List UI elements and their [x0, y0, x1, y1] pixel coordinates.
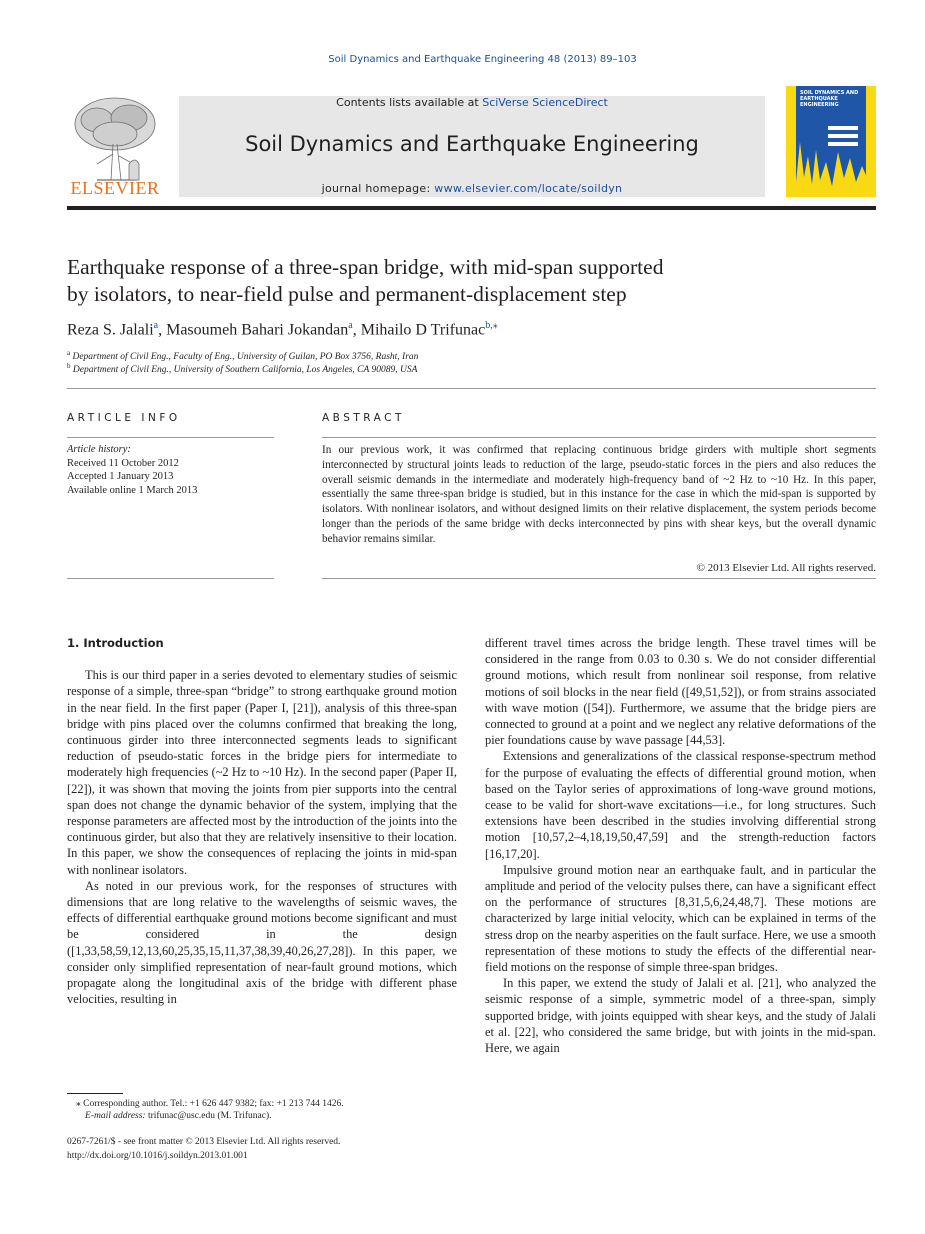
author-affiliation-mark[interactable]: a — [348, 320, 353, 331]
abstract-text: In our previous work, it was confirmed that replacing continuous bridge girders with multiple short segments interconnected by structural joints leads to reduction of the large, pseudo-static forces in the piers and also reduces the overall seismic demands in the intermediate and moderately high-frequency band of ~2 Hz to ~10 Hz. In this paper, essentially the same three-span bridge is studied, but in this instance for the case in which the mid-span is supported by isolators. With nonlinear isolators, and without designed limits on their relative displacement, the system periods become longer than the periods of the same bridge with decks interconnected by pins with shear keys, but the overall dynamic behavior remains similar. — [322, 444, 876, 545]
article-title-line-2: by isolators, to near-field pulse and permanent-displacement step — [67, 282, 627, 306]
journal-reference[interactable]: Soil Dynamics and Earthquake Engineering 48 (2013) 89–103 — [328, 54, 637, 65]
article-history — [67, 443, 277, 497]
paragraph: In this paper, we extend the study of Jalali et al. [21], who analyzed the seismic response of a simple, symmetric model of a three-span, simply supported bridge, with joints equipped with shear keys, and the study of Jalali et al. [22], who considered the same bridge, but with joints in the mid-span. Here, we again — [485, 976, 876, 1056]
doi-link[interactable]: http://dx.doi.org/10.1016/j.soildyn.2013.01.001 — [67, 1151, 248, 1161]
author-affiliation-mark[interactable]: b,⁎ — [485, 320, 498, 331]
article-info-heading: ARTICLE INFO — [67, 412, 181, 424]
abstract-bottom-rule — [322, 578, 876, 579]
publisher-wordmark: ELSEVIER — [70, 178, 160, 198]
paragraph: different travel times across the bridge length. These travel times will be considered in the range from 0.03 to 0.30 s. We do not consider differential ground motions, which result from nonlinear soil response, from relative motions of soil blocks in the near field ([49,51,52]), or from strains associated with wave motion ([54]). Furthermore, we assume that the bridge piers are connected to ground at a point and we neglect any relative deformations of the pier foundations cause by wave passage [44,53]. — [485, 636, 876, 748]
contents-prefix: Contents lists available at — [336, 96, 483, 109]
homepage-link[interactable]: www.elsevier.com/locate/soildyn — [434, 182, 623, 195]
issn-line: 0267-7261/$ - see front matter © 2013 Elsevier Ltd. All rights reserved. — [67, 1137, 341, 1147]
copyright-notice: © 2013 Elsevier Ltd. All rights reserved. — [696, 562, 876, 574]
affiliation-text: Department of Civil Eng., University of Southern California, Los Angeles, CA 90089, USA — [72, 365, 418, 376]
footnote-rule — [67, 1093, 123, 1094]
contents-line — [179, 96, 765, 109]
journal-title: Soil Dynamics and Earthquake Engineering — [245, 132, 699, 156]
author-name: Masoumeh Bahari Jokandan — [166, 321, 349, 339]
email-label: E-mail address: — [85, 1111, 148, 1121]
journal-banner — [179, 96, 765, 197]
author-affiliation-mark[interactable]: a — [153, 320, 159, 331]
received-date: Received 11 October 2012 — [67, 457, 179, 469]
email-note — [85, 1111, 272, 1121]
paragraph: Extensions and generalizations of the classical response-spectrum method for the purpose of evaluating the effects of differential ground motion, when based on the Taylor series of approximations of long-wave ground motions, cease to be valid for short-wave excitations—i.e., for long structures. Such extensions have been described in the studies involving differential strong motion [10,57,2–4,18,19,50,47,59] and the strength-reduction factors [16,17,20]. — [485, 749, 876, 861]
affiliation-mark: b — [67, 362, 71, 370]
author-name: Reza S. Jalali — [67, 321, 154, 339]
affiliation — [67, 349, 767, 362]
article-title-line-1: Earthquake response of a three-span bridge, with mid-span supported — [67, 255, 664, 279]
homepage-prefix: journal homepage: — [321, 182, 435, 195]
affiliation — [67, 362, 767, 375]
paragraph: This is our third paper in a series devoted to elementary studies of seismic response of a simple, three-span “bridge” to strong earthquake ground motion in the near field. In the first paper (Paper I, [21]), analysis of this three-span bridge with pins placed over the columns confirmed that breaking the long, continuous girder into three interconnected segments leads to significant reduction of pseudo-static forces in the bridge piers for intermediate to moderately high frequencies (~2 Hz to ~10 Hz). In the second paper (Paper II, [22]), it was shown that moving the joints from pier supports into the central span does not change the dynamic behavior of the system, implying that the response parameters are affected most by the introduction of the joints into the continuous girder, but also that they are relatively insensitive to their location. In this paper, we show the consequences of replacing the joints in mid-span with nonlinear isolators. — [67, 668, 457, 877]
corresponding-author-note: ⁎ Corresponding author. Tel.: +1 626 447 9382; fax: +1 213 744 1426. — [76, 1099, 344, 1109]
article-title — [67, 254, 827, 308]
article-info-bottom-rule — [67, 578, 274, 579]
cover-seismogram-graphic — [786, 122, 876, 197]
accepted-date: Accepted 1 January 2013 — [67, 471, 174, 482]
masthead — [67, 86, 876, 198]
paragraph: Impulsive ground motion near an earthquake fault, and in particular the amplitude and period of the velocity pulses there, can have a significant effect on the performance of structures [8,31,5,6,24,48,7]. These motions are characterized by large initial velocity, which can be explained in terms of the stress drop on the nearby asperities on the fault surface. Here, we use a smooth representation of these motions to study the effects of the differential near-field motions on the response of simple three-span bridges. — [485, 862, 876, 975]
section-heading-introduction: 1. Introduction — [67, 636, 164, 650]
abstract-rule — [322, 437, 876, 438]
affiliation-divider — [67, 388, 876, 389]
sciencedirect-link[interactable]: SciVerse ScienceDirect — [482, 96, 608, 109]
masthead-rule — [67, 206, 876, 210]
abstract-heading: ABSTRACT — [322, 412, 405, 424]
online-date: Available online 1 March 2013 — [67, 484, 198, 496]
article-info-rule — [67, 437, 274, 438]
body-left-column — [67, 635, 457, 1007]
history-label: Article history: — [67, 444, 131, 455]
affiliation-mark: a — [67, 349, 71, 357]
homepage-line — [179, 182, 765, 195]
author-name: Mihailo D Trifunac — [360, 321, 486, 339]
paragraph: As noted in our previous work, for the responses of structures with dimensions that are long relative to the wavelengths of seismic waves, the effects of differential earthquake ground motions become significant and must be considered in the design ([1,33,58,59,12,13,60,25,35,15,11,37,38,39,40,26,27,28]). In this paper, we consider only simplified representation of near-fault ground motions, which propagate along the longitudinal axis of the bridge with different phase velocities, resulting in — [67, 878, 457, 1007]
affiliation-text: Department of Civil Eng., Faculty of Eng., University of Guilan, PO Box 3756, Rasht, Iran — [72, 352, 419, 363]
body-right-column — [485, 635, 876, 1056]
journal-cover-thumbnail — [786, 86, 876, 197]
author-list: Reza S. Jalali$^a$, Masoumeh Bahari Jokandan$^a$, Mihailo D Trifunac$^{b,⁎}$ — [67, 320, 498, 339]
cover-title: SOIL DYNAMICS AND EARTHQUAKE ENGINEERING — [800, 90, 859, 108]
email-address[interactable]: trifunac@usc.edu (M. Trifunac). — [147, 1111, 272, 1121]
